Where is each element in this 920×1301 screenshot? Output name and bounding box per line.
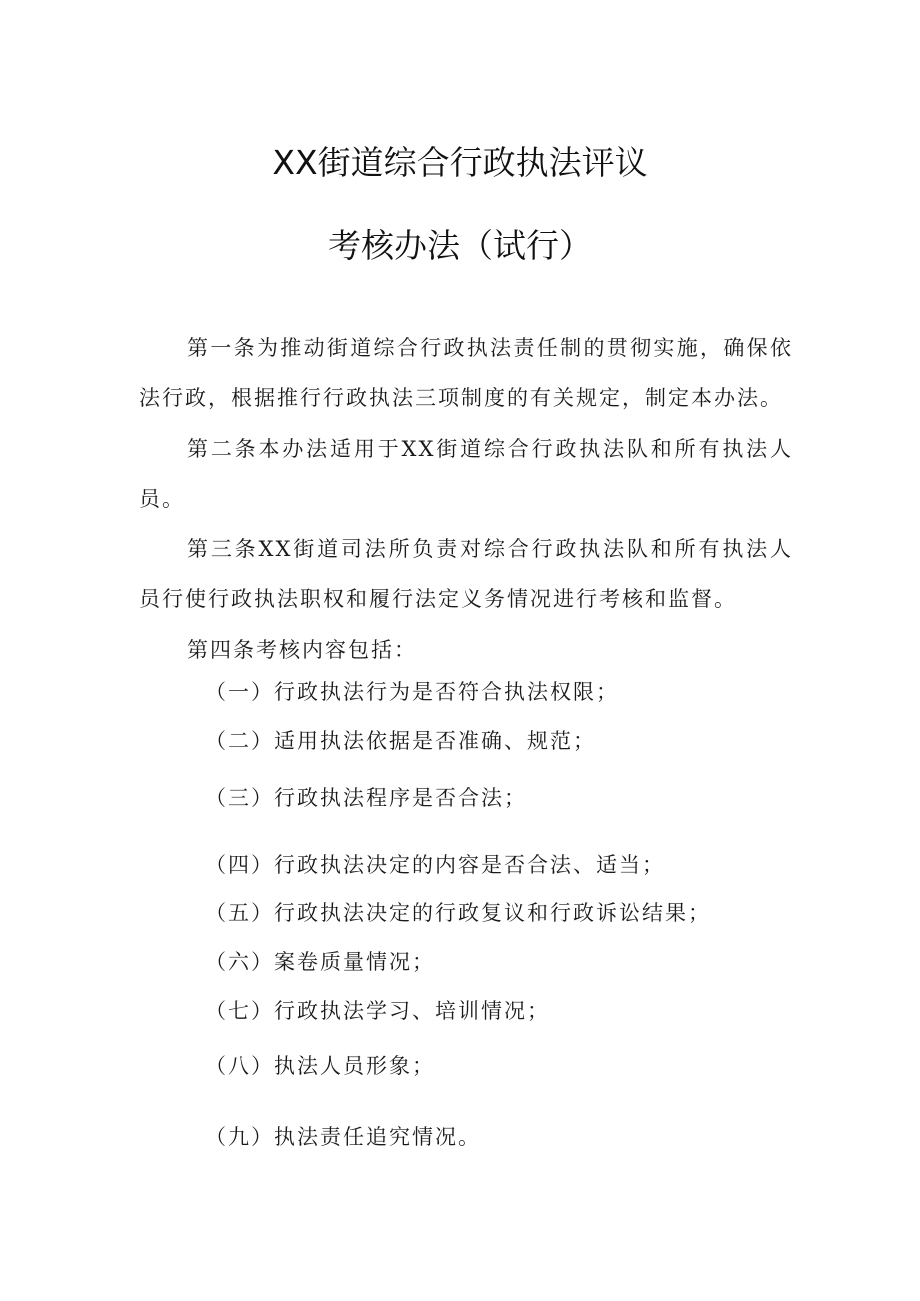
article-2: 第二条本办法适用于XX街道综合行政执法队和所有执法人员。 <box>139 437 793 511</box>
article-3: 第三条XX街道司法所负责对综合行政执法队和所有执法人员行使行政执法职权和履行法定义务情况进行考核和监督。 <box>139 537 793 611</box>
list-item-9: （九）执法责任追究情况。 <box>205 1125 481 1149</box>
list-item-6: （六）案卷质量情况； <box>205 950 435 974</box>
list-item-2: （二）适用执法依据是否准确、规范； <box>205 729 596 753</box>
list-item-3: （三）行政执法程序是否合法； <box>205 786 527 810</box>
list-item-5: （五）行政执法决定的行政复议和行政诉讼结果； <box>205 901 711 925</box>
list-item-8: （八）执法人员形象； <box>205 1054 435 1078</box>
article-4: 第四条考核内容包括： <box>187 638 417 662</box>
document-title-line-2: 考核办法（试行） <box>328 226 592 265</box>
document-title-line-1: XX街道综合行政执法评议 <box>272 143 648 182</box>
list-item-7: （七）行政执法学习、培训情况； <box>205 999 550 1023</box>
list-item-4: （四）行政执法决定的内容是否合法、适当； <box>205 853 665 877</box>
list-item-1: （一）行政执法行为是否符合执法权限； <box>205 680 619 704</box>
article-1: 第一条为推动街道综合行政执法责任制的贯彻实施，确保依法行政，根据推行行政执法三项制度的有关规定，制定本办法。 <box>139 336 793 410</box>
